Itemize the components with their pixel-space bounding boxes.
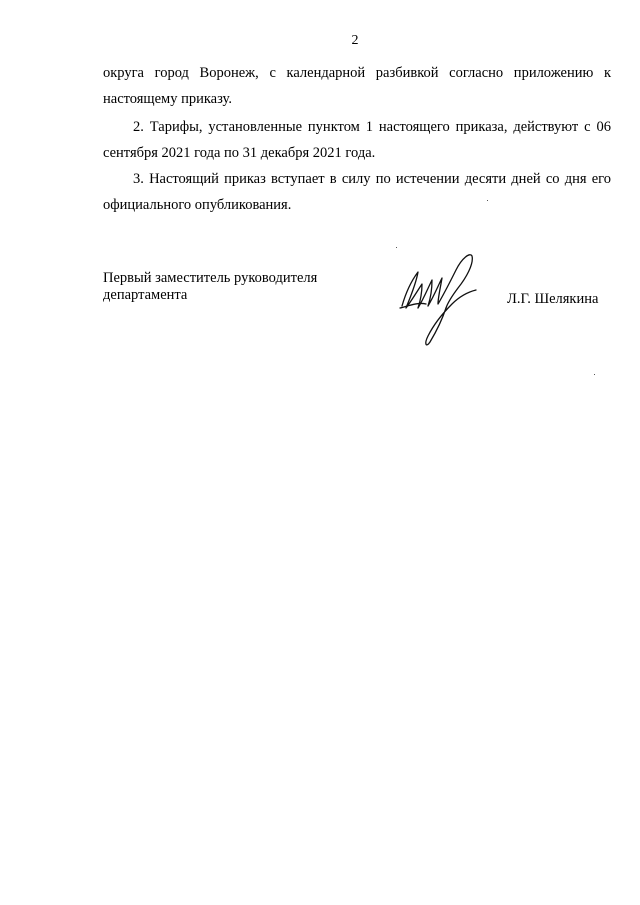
signer-name: Л.Г. Шелякина xyxy=(507,291,599,307)
scan-speck xyxy=(396,247,397,248)
scan-speck xyxy=(487,200,488,201)
signer-title xyxy=(103,270,363,304)
paragraph-continuation: округа город Воронеж, с календарной разбивкой согласно приложению к настоящему приказу. xyxy=(103,65,611,107)
page-number: 2 xyxy=(351,33,359,48)
paragraph-item-3: 3. Настоящий приказ вступает в силу по истечении десяти дней со дня его официального опубликования. xyxy=(103,171,611,213)
signer-title-line-1: Первый заместитель руководителя xyxy=(103,270,318,286)
paragraph-item-2: 2. Тарифы, установленные пунктом 1 настоящего приказа, действуют с 06 сентября 2021 года по 31 декабря 2021 года. xyxy=(103,119,611,161)
signer-title-line-2: департамента xyxy=(103,287,188,303)
scan-speck xyxy=(594,374,595,375)
handwritten-signature xyxy=(396,244,486,354)
